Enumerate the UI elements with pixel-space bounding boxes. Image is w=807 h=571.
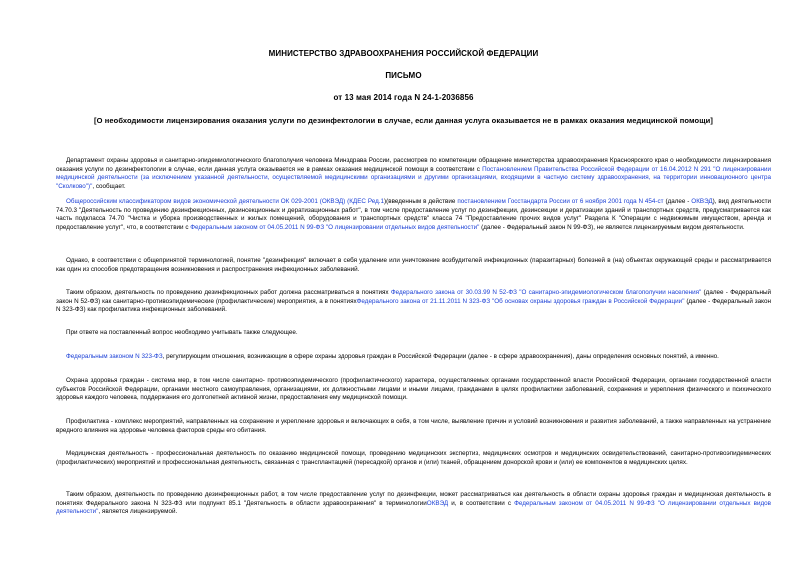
paragraph-text: (далее - Федеральный закон N 52-ФЗ) как санитарно-противоэпидемические (профилактические) мероприятия, а в понятиях: [56, 289, 771, 305]
paragraph-text: ), вид деятельности 74.70.3 "Деятельность по проведению дезинфекционных, дезинсекционных и дератизационных работ", в том числе предоставление услуг по дезинфекции, дезинсекции и дератизации зданий и транспортных средств, предусматривается как часть подкласса 74.70 "Чистка и уборка производственных и жилых помещений, оборудования и транспортных средств" класса 74 "Предоставление прочих видов услуг" Раздела К "Операции с недвижимым имуществом, аренда и предоставление услуг", что, в соответствии с: [56, 198, 771, 232]
link-okved[interactable]: ОКВЭД: [691, 198, 713, 205]
paragraph-text: Однако, в соответствии с общепринятой терминологией, понятие "дезинфекция" включает в себя удаление или уничтожение возбудителей инфекционных (паразитарных) болезней в (на) объектах окружающей среды и рассматривается как один из способов предотвращения возникновения и распространения инфекционных заболеваний.: [56, 257, 771, 273]
link-federal-law-99-final[interactable]: Федеральным законом от 04.05.2011 N 99-ФЗ "О лицензировании отдельных видов деятельности": [56, 499, 771, 516]
link-okved-terminology[interactable]: ОКВЭД: [426, 499, 449, 507]
paragraph-7: [56, 377, 771, 403]
paragraph-5: [56, 329, 771, 338]
link-government-resolution-291[interactable]: Постановлением Правительства Российской Федерации от 16.04.2012 N 291 "О лицензировании медицинской деятельности (за исключением указанной деятельности, осуществляемой медицинскими организациями и другими организациями, входящими в частную систему здравоохранения, на территории инновационного центра "Сколково")": [56, 165, 771, 191]
paragraph-text: , сообщает.: [92, 183, 126, 191]
link-federal-law-323[interactable]: Федерального закона от 21.11.2011 N 323-ФЗ "Об основах охраны здоровья граждан в Российской Федерации": [356, 297, 685, 305]
document-date-number: от 13 мая 2014 года N 24-1-2036856: [333, 93, 474, 102]
paragraph-6: [56, 353, 771, 362]
paragraph-10: [56, 491, 771, 517]
link-federal-law-52[interactable]: Федерального закона от 30.03.99 N 52-ФЗ "О санитарно-эпидемиологическом благополучии населения": [390, 289, 702, 296]
link-federal-law-99[interactable]: Федеральным законом от 04.05.2011 N 99-ФЗ "О лицензировании отдельных видов деятельности": [190, 224, 480, 232]
paragraph-text: (далее - Федеральный закон N 323-ФЗ) как профилактика инфекционных заболеваний.: [56, 297, 771, 314]
paragraph-text: Таким образом, деятельность по проведению дезинфекционных работ, в том числе предоставление услуг по дезинфекции, может рассматриваться как деятельность в области охраны здоровья граждан и медицинская деятельность в понятиях Федерального закона N 323-ФЗ или подпункт 85.1 "Деятельность в области здравоохранения" в терминологии: [56, 491, 771, 507]
paragraph-4: [56, 289, 771, 315]
paragraph-8: [56, 418, 771, 435]
paragraph-9: [56, 450, 771, 467]
paragraph-text: (далее -: [663, 198, 692, 205]
link-federal-law-323-short[interactable]: Федеральным законом N 323-ФЗ: [66, 353, 163, 360]
paragraph-text: и, в соответствии с: [448, 499, 515, 507]
paragraph-3: [56, 257, 771, 274]
paragraph-text: Таким образом, деятельность по проведению дезинфекционных работ должна рассматриваться в понятиях: [66, 289, 391, 296]
document-type-heading: ПИСЬМО: [385, 71, 422, 80]
paragraph-2: [56, 198, 771, 233]
paragraph-text: (далее - Федеральный закон N 99-ФЗ), не является лицензируемым видом деятельности.: [479, 224, 745, 232]
paragraph-text: Департамент охраны здоровья и санитарно-эпидемиологического благополучия человека Минздрава России, рассмотрев по компетенции обращение министерства здравоохранения Красноярского края о необходимости лицензирования оказания услуги по дезинфектологии в случае, если данная услуга оказывается не в рамках оказания медицинской помощи в соответствии с: [56, 157, 771, 173]
paragraph-text: , регулирующим отношения, возникающие в сфере охраны здоровья граждан в Российской Федерации (далее - в сфере здравоохранения), даны определения основных понятий, а именно.: [162, 353, 719, 360]
paragraph-text: Медицинская деятельность - профессиональная деятельность по оказанию медицинской помощи, проведению медицинских экспертиз, медицинских осмотров и медицинских освидетельствований, санитарно-противоэпидемических (профилактических) мероприятий и профессиональная деятельность, связанная с трансплантацией (пересадкой) органов и (или) тканей, обращением донорской крови и (или) ее компонентов в медицинских целях.: [56, 450, 771, 466]
paragraph-text: Охрана здоровья граждан - система мер, в том числе санитарно- противоэпидемического (профилактического) характера, осуществляемых органами государственной власти Российской Федерации, органами государственной власти субъектов Российской Федерации, органами местного самоуправления, организациями, их должностными лицами и иными лицами, гражданами в целях профилактики заболеваний, сохранения и укрепления физического и психического здоровья каждого человека, поддержания его долголетней активной жизни, предоставления ему медицинской помощи.: [56, 377, 771, 402]
link-okved-classifier[interactable]: Общероссийским классификатором видов экономической деятельности ОК 029-2001 (ОКВЭД) (КДЕС Ред.1: [66, 198, 385, 205]
paragraph-text: Профилактика - комплекс мероприятий, направленных на сохранение и укрепление здоровья и включающих в себя, в том числе, выявление причин и условий возникновения и развития заболеваний, а также направленных на устранение вредного влияния на здоровье человека факторов среды его обитания.: [56, 418, 771, 434]
ministry-heading: МИНИСТЕРСТВО ЗДРАВООХРАНЕНИЯ РОССИЙСКОЙ ФЕДЕРАЦИИ: [268, 49, 539, 58]
paragraph-text: При ответе на поставленный вопрос необходимо учитывать также следующее.: [66, 329, 298, 336]
paragraph-1: [56, 157, 771, 192]
document-title: [О необходимости лицензирования оказания услуги по дезинфектологии в случае, если данная услуга оказывается не в рамках оказания медицинской помощи]: [94, 116, 713, 125]
link-gosstandart-resolution[interactable]: постановлением Госстандарта России от 6 ноября 2001 года N 454-ст: [457, 198, 664, 205]
paragraph-text: , является лицензируемой.: [98, 508, 178, 516]
paragraph-text: )(введенным в действие: [384, 198, 458, 205]
